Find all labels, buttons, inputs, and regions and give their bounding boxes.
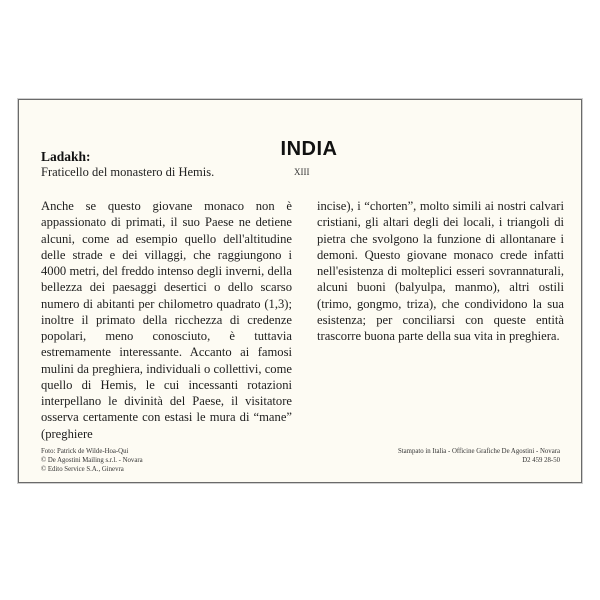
photo-credits [41,447,143,475]
country-title: INDIA [280,138,338,160]
printer-info [398,447,560,465]
body-paragraph-left: Anche se questo giovane monaco non è appassionato di primati, il suo Paese ne detiene alcuni, come ad esempio quello dell'altitudine delle strade e dei villaggi, che raggiungono i 4000 metri, del freddo intenso degli inverni, della bellezza dei paesaggi desertici o dello scarso numero di abitanti per chilometro quadrato (1,3); inoltre il primato della ricchezza di credenze popolari, meno conosciuto, è tuttavia estremamente interessante. Accanto ai famosi mulini da preghiera, individuali o collettivi, come quello di Hemis, le cui incessanti rotazioni interpellano le divinità del Paese, il visitatore osserva certamente con estasi le mura di “mane” (preghiere [41,199,292,441]
credit-line: Foto: Patrick de Wilde-Hoa-Qui [41,448,129,455]
text-column-right [317,198,564,344]
body-paragraph-right: incise), i “chorten”, molto simili ai nostri calvari cristiani, gli altari degli dei locali, i triangoli di pietra che svolgono la funzione di allontanare i demoni. Questo giovane monaco crede infatti nell'esistenza di molteplici esseri sovrannaturali, alcuni buoni (balyulpa, manmo), altri ostili (trimo, gongmo, triza), che condividono la sua esistenza; per conciliarsi con queste entità trascorre buona parte della sua vita in preghiera. [317,199,564,343]
plate-number: XIII [294,167,310,177]
region-heading: Ladakh: [41,149,91,164]
postcard-back [18,99,582,483]
credit-line: © Edito Service S.A., Ginevra [41,466,124,474]
text-column-left [41,198,292,442]
printer-line: Stampato in Italia - Officine Grafiche De Agostini - Novara [397,448,560,455]
product-code: D2 459 28-50 [522,457,560,465]
photo-caption: Fraticello del monastero di Hemis. [41,165,215,179]
credit-line: © De Agostini Mailing s.r.l. - Novara [41,457,143,465]
